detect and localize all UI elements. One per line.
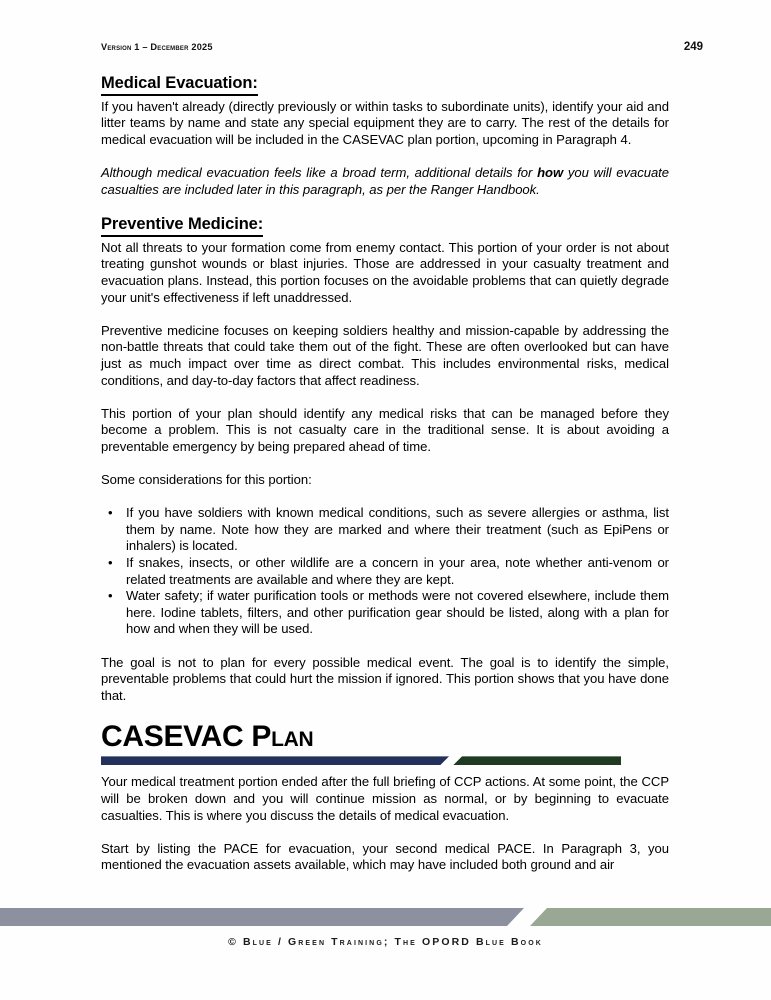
list-item-text: Water safety; if water purification tools or methods were not covered elsewhere, include them here. Iodine tablets, filters, and other purification gear should be listed, along with a plan for how and when they will be used. (126, 588, 669, 637)
casevac-heading-acronym: CASEVAC (101, 719, 244, 753)
version-label: Version 1 – December 2025 (101, 42, 213, 52)
bullet-icon: • (108, 555, 113, 571)
content-column (101, 74, 669, 874)
paragraph-spacer (101, 765, 669, 774)
section-medical-evacuation-heading-wrap (101, 74, 669, 97)
paragraph-spacer (101, 389, 669, 406)
page-number: 249 (683, 41, 703, 53)
list-item (101, 555, 669, 588)
footer-copyright: © Blue / Green Training; The OPORD Blue Book (228, 936, 543, 948)
list-item-text: If you have soldiers with known medical conditions, such as severe allergies or asthma, list them by name. Note how they are marked and where their treatment (such as EpiPens or inhalers) is located. (126, 505, 669, 554)
medevac-note-post: you will evacuate casualties are included later in this paragraph, as per the Ranger Handbook. (101, 165, 670, 197)
paragraph-spacer (101, 824, 669, 841)
paragraph-spacer (101, 198, 669, 215)
heading-medical-evacuation: Medical Evacuation: (101, 74, 258, 96)
preventive-paragraph-1: Not all threats to your formation come from enemy contact. This portion of your order is not about treating gunshot wounds or blast injuries. Those are addressed in your casualty treatment and evacuation plans. Instead, this portion focuses on the avoidable problems that can quietly degrade your unit's effectiveness if left unaddressed. (101, 239, 669, 305)
preventive-paragraph-4: The goal is not to plan for every possible medical event. The goal is to identify the simple, preventable problems that could hurt the mission if ignored. This portion shows that you have done that. (101, 654, 669, 703)
divider-segment-blue (101, 756, 449, 765)
bullet-icon: • (108, 505, 113, 521)
paragraph-spacer (101, 489, 669, 506)
considerations-list (101, 505, 669, 638)
footer-band-gray (0, 908, 524, 926)
divider-segment-green (453, 756, 621, 765)
paragraph-spacer (101, 638, 669, 655)
footer-decorative-band (0, 908, 771, 926)
paragraph-spacer (101, 455, 669, 472)
heading-casevac-plan (101, 721, 669, 753)
considerations-intro: Some considerations for this portion: (101, 472, 312, 488)
list-item (101, 588, 669, 638)
medevac-note-emphasis: how (537, 165, 564, 181)
paragraph-spacer (101, 306, 669, 323)
preventive-paragraph-2: Preventive medicine focuses on keeping soldiers healthy and mission-capable by addressing the non-battle threats that could take them out of the fight. These are often overlooked but can have just as much impact over time as direct combat. This includes environmental risks, medical conditions, and day-to-day factors that affect readiness. (101, 322, 669, 388)
running-header (101, 41, 703, 57)
casevac-paragraph-1: Your medical treatment portion ended after the full briefing of CCP actions. At some point, the CCP will be broken down and you will continue mission as normal, or by beginning to evacuate casualties. This is where you discuss the details of medical evacuation. (101, 774, 669, 823)
list-item-text: If snakes, insects, or other wildlife are a concern in your area, note whether anti-venom or related treatments are available and where they are kept. (126, 555, 669, 587)
chapter-divider-rule (101, 756, 621, 765)
list-item (101, 505, 669, 555)
heading-preventive-medicine: Preventive Medicine: (101, 215, 263, 237)
paragraph-spacer (101, 704, 669, 721)
medevac-note-pre: Although medical evacuation feels like a broad term, additional details for (101, 165, 538, 181)
medevac-note (101, 165, 669, 198)
footer-band-sage (530, 908, 771, 926)
section-preventive-medicine-heading-wrap (101, 215, 669, 238)
bullet-icon: • (108, 588, 113, 604)
casevac-heading-word: Plan (251, 719, 314, 753)
medevac-paragraph-1: If you haven't already (directly previously or within tasks to subordinate units), identify your aid and litter teams by name and state any special equipment they are to carry. The rest of the details for medical evacuation will be included in the CASEVAC plan portion, upcoming in Paragraph 4. (101, 98, 669, 147)
preventive-paragraph-3: This portion of your plan should identify any medical risks that can be managed before they become a problem. This is not casualty care in the traditional sense. It is about avoiding a preventable emergency by being prepared ahead of time. (101, 405, 669, 454)
casevac-paragraph-2: Start by listing the PACE for evacuation, your second medical PACE. In Paragraph 3, you mentioned the evacuation assets available, which may have included both ground and air (101, 840, 669, 873)
paragraph-spacer (101, 149, 669, 166)
